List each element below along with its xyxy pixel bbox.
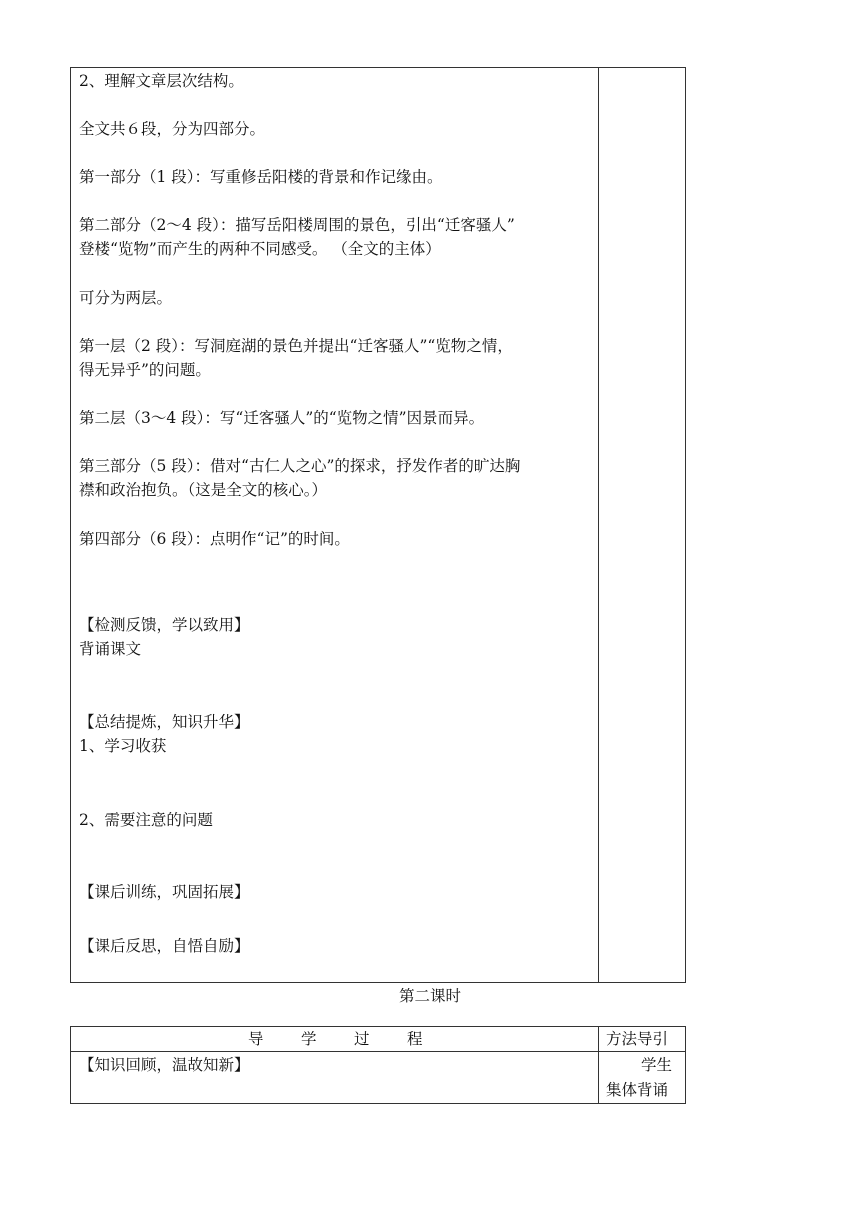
section-heading-summary: 【总结提炼，知识升华】 (79, 713, 250, 731)
section-heading-feedback: 【检测反馈，学以致用】 (79, 616, 250, 634)
text-line: 第二部分（2～4 段）：描写岳阳楼周围的景色，引出“迁客骚人” (79, 216, 515, 234)
header-char: 过 (354, 1030, 370, 1048)
header-char: 学 (301, 1030, 317, 1048)
text-line: 可分为两层。 (79, 289, 173, 307)
section-heading-reflection: 【课后反思，自悟自励】 (79, 937, 250, 955)
method-header: 方法导引 (606, 1030, 669, 1048)
text-line: 2、需要注意的问题 (79, 811, 213, 829)
text-line: 第四部分（6 段）：点明作“记”的时间。 (79, 530, 350, 548)
method-note-line: 学生 (641, 1056, 673, 1074)
header-char: 程 (407, 1030, 423, 1048)
text-line: 第一层（2 段）：写洞庭湖的景色并提出“迁客骚人”“览物之情， (79, 337, 513, 355)
text-line: 第一部分（1 段）：写重修岳阳楼的背景和作记缘由。 (79, 168, 443, 186)
text-line: 襟和政治抱负。（这是全文的核心。） (79, 481, 328, 499)
knowledge-review-heading: 【知识回顾，温故知新】 (79, 1056, 250, 1074)
process-table-continued (70, 67, 686, 983)
text-line: 全文共６段，分为四部分。 (79, 120, 266, 138)
column-divider (598, 1027, 599, 1103)
text-line: 背诵课文 (79, 640, 142, 658)
text-line: 第二层（3～4 段）：写“迁客骚人”的“览物之情”因景而异。 (79, 409, 485, 427)
section-heading-structure: 2、理解文章层次结构。 (79, 72, 244, 90)
method-note-line: 集体背诵 (606, 1081, 669, 1099)
header-divider (71, 1051, 685, 1052)
text-line: 第三部分（5 段）：借对“古仁人之心”的探求，抒发作者的旷达胸 (79, 457, 521, 475)
lesson-title: 第二课时 (398, 987, 461, 1005)
text-line: 1、学习收获 (79, 737, 167, 755)
process-table (70, 1026, 686, 1104)
text-line: 得无异乎”的问题。 (79, 361, 211, 379)
header-char: 导 (248, 1030, 264, 1048)
text-line: 登楼“览物”而产生的两种不同感受。 （全文的主体） (79, 240, 441, 258)
section-heading-homework: 【课后训练，巩固拓展】 (79, 883, 250, 901)
column-divider (598, 68, 599, 982)
